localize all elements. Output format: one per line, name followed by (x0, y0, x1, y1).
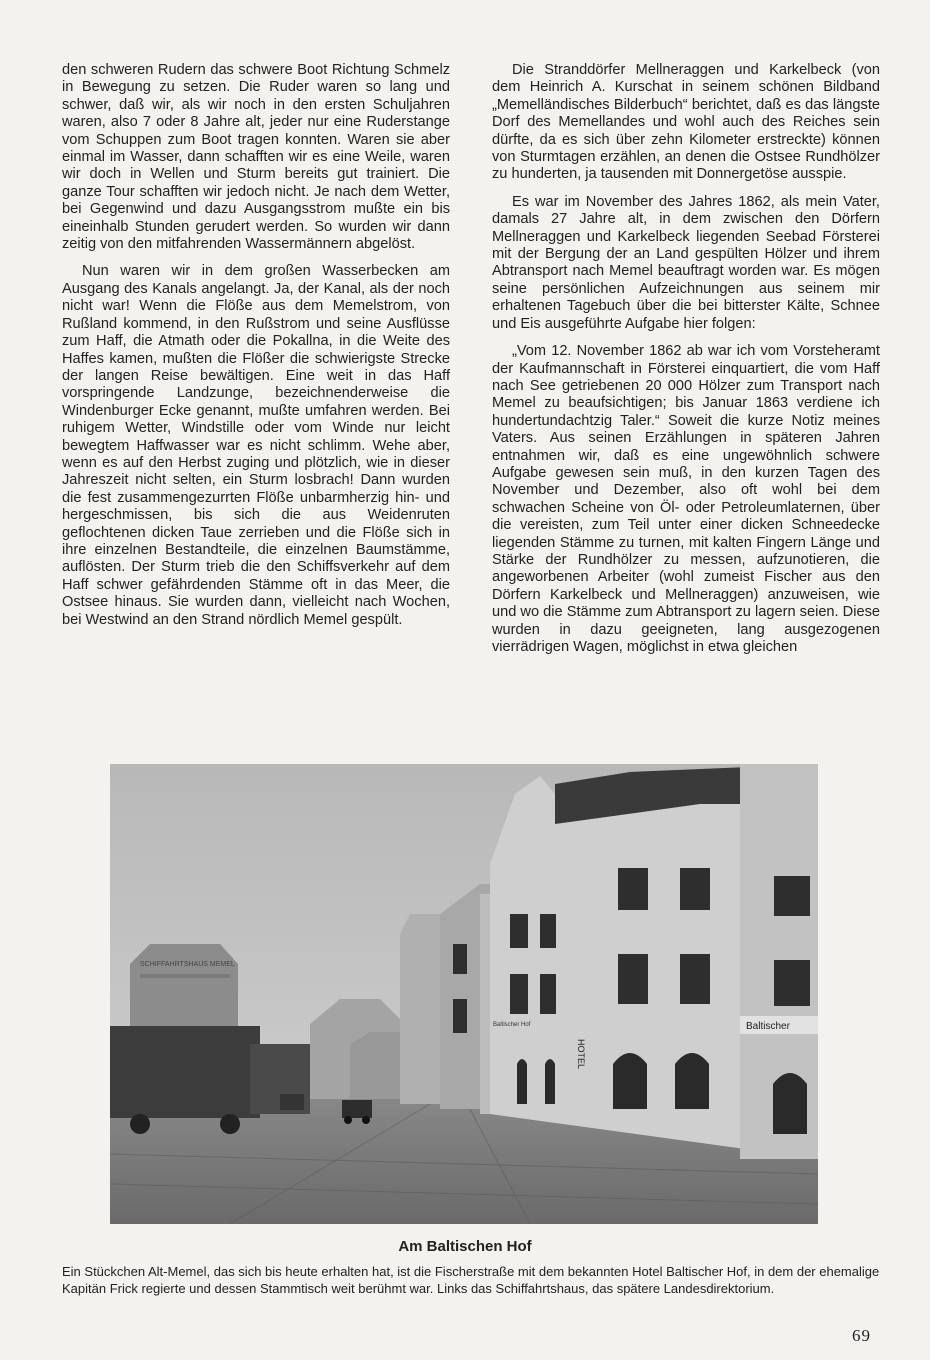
street-scene-illustration (110, 764, 818, 1224)
page-number: 69 (852, 1326, 871, 1345)
sign-shop: Baltischer Hof (493, 1022, 531, 1028)
paragraph: Nun waren wir in dem großen Wasserbecken am Ausgang des Kanals angelangt. Ja, der Kanal, als der noch nicht war! Wenn die Flöße aus dem Memelstrom, von Rußland kommend, in den Rußstrom und seine Ausflüsse zum Haff, die Atmath oder die Pokallna, in die Weite des Haffes kamen, mußten die Flößer die schwierigste Strecke der langen Reise bewältigen. Eine weit in das Haff vorspringende Landzunge, bezeichnenderweise die Windenburger Ecke genannt, mußte umfahren werden. Bei ruhigem Wetter, Windstille oder vom Winde nur leicht bewegtem Haffwasser war es nicht schlimm. Wehe aber, wenn es auf den Herbst zuging und plötzlich, wie in dieser Jahreszeit nicht selten, ein Sturm losbrach! Dann wurden die fest zusammengezurrten Flöße unbarmherzig hin- und hergeschmissen, bis sich die aus Weidenruten geflochtenen dicken Taue zerrieben und die Flöße sich in ihre einzelnen Bestandteile, die einzelnen Baumstämme, auflösten. Der Sturm trieb die den Schiffsverkehr auf dem Haff schwer gefährdenden Stämme oft in das Meer, die Ostsee hinaus. Sie wurden dann, vielleicht nach Wochen, bei Westwind an den Strand nördlich Memel gespült. (62, 263, 450, 628)
sign-vertical: HOTEL (576, 1039, 586, 1070)
paragraph: den schweren Rudern das schwere Boot Richtung Schmelz in Bewegung zu setzen. Die Ruder waren so lang und schwer, daß wir, als wir noch in den ersten Schuljahren waren, also 7 oder 8 Jahre alt, jeder nur eine Ruderstange vom Schuppen zum Boot tragen konnten. Waren sie aber einmal im Wasser, dann schafften wir es eine Weile, waren wir doch in Wellen und Sturm bereits gut trainiert. Die ganze Tour schafften wir jedoch nicht. Je nach dem Wetter, bei Gegenwind und dazu Ausgangsstrom mußte ein bis eineinhalb Stunden gerudert werden. So wurden wir dann zeitig von den mitfahrenden Wassermännern abgelöst. (62, 62, 450, 253)
right-column (492, 62, 880, 666)
paragraph: „Vom 12. November 1862 ab war ich vom Vorsteheramt der Kaufmannschaft in Försterei einquartiert, die vom Haff nach See getriebenen 20 000 Hölzer zum Transport nach Memel zu beaufsichtigen; bis Januar 1863 verdiene ich hundertundachtzig Taler.“ Soweit die kurze Notiz meines Vaters. Aus seinen Erzählungen in späteren Jahren entnahmen wir, daß es eine ungewöhnlich schwere Aufgabe gewesen sein muß, in den kurzen Tagen des November und Dezember, also oft wohl bei dem schwachen Scheine von Öl- oder Petroleumlaternen, über die vereisten, zum Teil unter einer dicken Schneedecke liegenden Stämme zu turnen, mit kalten Fingern Länge und Stärke der Rundhölzer zu messen, aufzunotieren, die angeworbenen Arbeiter (wohl zumeist Fischer aus den Dörfern Karkelbeck und Mellneraggen) anzuweisen, wie und wo die Stämme zum Abtransport zu lagern seien. Diese wurden in dazu geeigneten, lang ausgezogenen vierrädrigen Wagen, möglichst in etwa gleichen (492, 343, 880, 655)
street-photo (110, 764, 818, 1224)
left-column (62, 62, 450, 639)
caption-text: Ein Stückchen Alt-Memel, das sich bis heute erhalten hat, ist die Fischerstraße mit dem bekannten Hotel Baltischer Hof, in dem der ehemalige Kapitän Frick regierte und dessen Stammtisch weit berühmt war. Links das Schiffahrtshaus, das spätere Landesdirektorium. (62, 1264, 880, 1296)
paragraph: Es war im November des Jahres 1862, als mein Vater, damals 27 Jahre alt, in dem zwischen den Dörfern Mellneraggen und Karkelbeck liegenden Seebad Försterei mit der Bergung der an Land gespülten Hölzer und ihrem Abtransport nach Memel beauftragt worden war. Es mögen seine persönlichen Aufzeichnungen aus seinem mir erhaltenen Tagebuch über die bei bitterster Kälte, Schnee und Eis ausgeführte Aufgabe hier folgen: (492, 193, 880, 332)
paragraph: Die Stranddörfer Mellneraggen und Karkelbeck (von dem Heinrich A. Kurschat in seinem schönen Bildband „Memelländisches Bilderbuch“ berichtet, daß es das längste Dorf des Memellandes und wohl auch des Reiches sein dürfte, da es sich über zehn Kilometer erstreckte) können von Sturmtagen erzählen, an denen die Ostsee Rundhölzer zu hunderten, ja tausenden mit Donnergetöse ausspie. (492, 62, 880, 183)
sign-left: SCHIFFAHRTSHAUS MEMEL (140, 961, 235, 968)
sign-right: Baltischer (746, 1021, 790, 1032)
caption-title: Am Baltischen Hof (398, 1238, 532, 1255)
